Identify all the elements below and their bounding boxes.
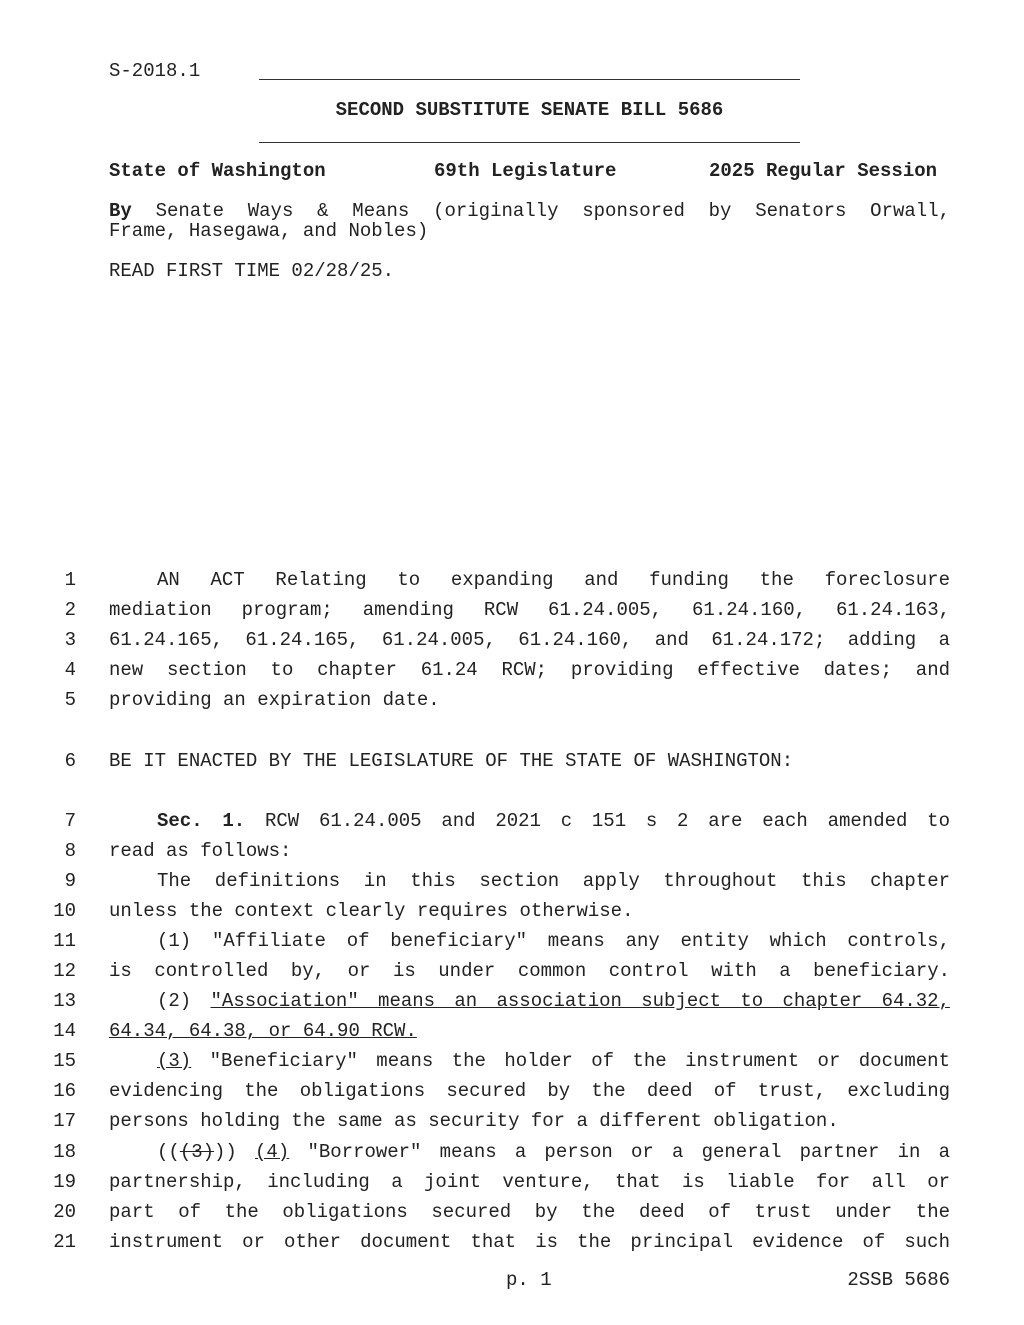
line-number: 10 xyxy=(53,900,76,922)
body-line: mediation program; amending RCW 61.24.005, 61.24.160, 61.24.163, xyxy=(109,599,950,621)
line-number: 14 xyxy=(53,1020,76,1042)
sponsors-line-1 xyxy=(109,200,950,222)
page-number: p. 1 xyxy=(506,1269,552,1291)
body-line: The definitions in this section apply throughout this chapter xyxy=(157,870,950,892)
line-number: 3 xyxy=(64,629,76,651)
by-label: By xyxy=(109,200,132,222)
line-number: 8 xyxy=(64,840,76,862)
body-line: (2) "Association" means an association subject to chapter 64.32, xyxy=(157,990,950,1012)
line-number: 11 xyxy=(53,930,76,952)
body-line: 61.24.165, 61.24.165, 61.24.005, 61.24.160, and 61.24.172; adding a xyxy=(109,629,950,651)
line-number: 5 xyxy=(64,689,76,711)
enacting-clause: BE IT ENACTED BY THE LEGISLATURE OF THE STATE OF WASHINGTON: xyxy=(109,750,794,772)
body-line: (1) "Affiliate of beneficiary" means any entity which controls, xyxy=(157,930,950,952)
line-number: 6 xyxy=(64,750,76,772)
state-name: State of Washington xyxy=(109,160,326,182)
body-line: (((3))) (4) "Borrower" means a person or a general partner in a xyxy=(157,1141,950,1163)
body-line: part of the obligations secured by the deed of trust under the xyxy=(109,1201,950,1223)
body-line: read as follows: xyxy=(109,840,292,862)
line-number: 13 xyxy=(53,990,76,1012)
bottom-rule xyxy=(259,142,800,143)
line-number: 18 xyxy=(53,1141,76,1163)
body-line: persons holding the same as security for a different obligation. xyxy=(109,1110,839,1132)
body-line: is controlled by, or is under common control with a beneficiary. xyxy=(109,960,950,982)
sponsors-text: Senate Ways & Means (originally sponsored by Senators Orwall, xyxy=(155,200,950,222)
body-line: evidencing the obligations secured by the deed of trust, excluding xyxy=(109,1080,950,1102)
bill-id: S-2018.1 xyxy=(109,60,201,82)
inserted-text: "Association" means an association subject to chapter 64.32, xyxy=(210,990,950,1012)
line-number: 17 xyxy=(53,1110,76,1132)
read-first-time: READ FIRST TIME 02/28/25. xyxy=(109,260,395,282)
body-line: instrument or other document that is the principal evidence of such xyxy=(109,1231,950,1253)
line-number: 15 xyxy=(53,1050,76,1072)
bill-title: SECOND SUBSTITUTE SENATE BILL 5686 xyxy=(335,99,724,121)
section-label: Sec. 1. xyxy=(157,810,246,832)
line-number: 9 xyxy=(64,870,76,892)
line-number: 12 xyxy=(53,960,76,982)
body-line: AN ACT Relating to expanding and funding the foreclosure xyxy=(157,569,950,591)
line-number: 21 xyxy=(53,1231,76,1253)
line-number: 20 xyxy=(53,1201,76,1223)
footer-bill-id: 2SSB 5686 xyxy=(847,1269,950,1291)
inserted-number: (4) xyxy=(255,1141,290,1163)
body-line: new section to chapter 61.24 RCW; providing effective dates; and xyxy=(109,659,950,681)
body-line xyxy=(109,1020,950,1042)
line-number: 4 xyxy=(64,659,76,681)
line-number: 7 xyxy=(64,810,76,832)
body-line: (3) "Beneficiary" means the holder of the instrument or document xyxy=(157,1050,950,1072)
inserted-text: 64.34, 64.38, or 64.90 RCW. xyxy=(109,1020,417,1042)
line-number: 16 xyxy=(53,1080,76,1102)
sponsors-line-2: Frame, Hasegawa, and Nobles) xyxy=(109,220,429,242)
body-line: partnership, including a joint venture, that is liable for all or xyxy=(109,1171,950,1193)
legislature-number: 69th Legislature xyxy=(434,160,617,182)
session-name: 2025 Regular Session xyxy=(709,160,938,182)
body-line: providing an expiration date. xyxy=(109,689,440,711)
line-number: 19 xyxy=(53,1171,76,1193)
deleted-number: (3) xyxy=(179,1141,215,1163)
line-number: 1 xyxy=(64,569,76,591)
line-number: 2 xyxy=(64,599,76,621)
top-rule xyxy=(259,79,800,80)
inserted-number: (3) xyxy=(157,1050,192,1072)
body-line: unless the context clearly requires otherwise. xyxy=(109,900,634,922)
section-heading: Sec. 1. RCW 61.24.005 and 2021 c 151 s 2 are each amended to xyxy=(157,810,950,832)
